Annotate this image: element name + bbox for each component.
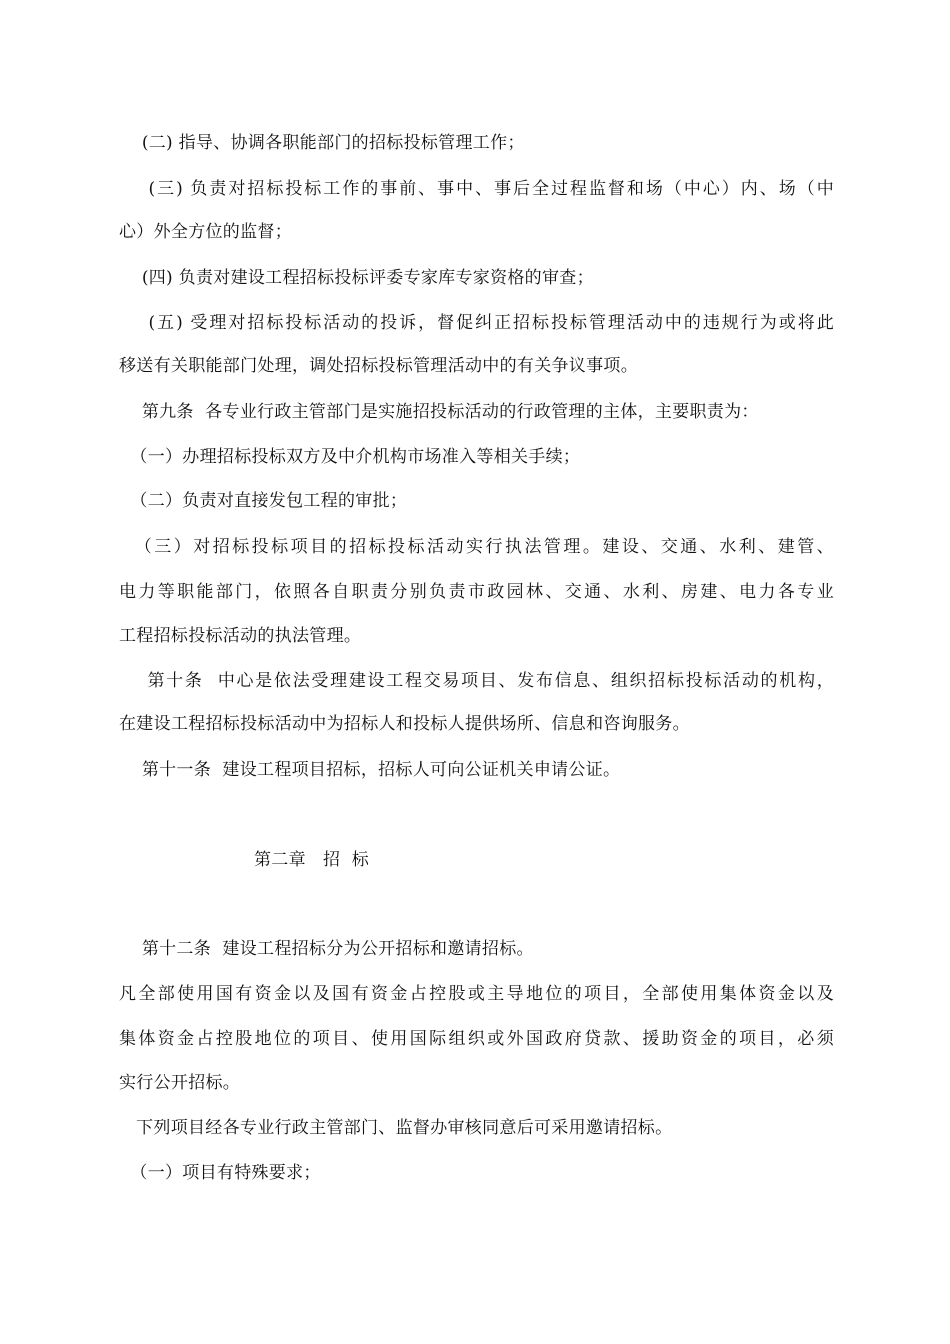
paragraph-line: 工程招标投标活动的执法管理。 <box>119 626 362 646</box>
paragraph-line: 心）外全方位的监督； <box>119 222 292 242</box>
list-item-line: （一）项目有特殊要求； <box>119 1163 321 1183</box>
article-9-line: 第九条 各专业行政主管部门是实施招投标活动的行政管理的主体，主要职责为： <box>119 402 759 422</box>
paragraph-line: 移送有关职能部门处理，调处招标投标管理活动中的有关争议事项。 <box>119 356 638 376</box>
paragraph-line: 下列项目经各专业行政主管部门、监督办审核同意后可采用邀请招标。 <box>119 1118 673 1138</box>
list-item-line: （三）对招标投标项目的招标投标活动实行执法管理。建设、交通、水利、建管、 <box>119 537 834 557</box>
paragraph-line: (三) 负责对招标投标工作的事前、事中、事后全过程监督和场（中心）内、场（中 <box>119 179 834 199</box>
paragraph-line: 电力等职能部门，依照各自职责分别负责市政园林、交通、水利、房建、电力各专业 <box>119 582 834 602</box>
list-item-line: （一）办理招标投标双方及中介机构市场准入等相关手续； <box>119 447 581 467</box>
paragraph-line: 集体资金占控股地位的项目、使用国际组织或外国政府贷款、援助资金的项目，必须 <box>119 1029 834 1049</box>
list-item-line: （二）负责对直接发包工程的审批； <box>119 491 408 511</box>
article-12-line: 第十二条 建设工程招标分为公开招标和邀请招标。 <box>119 939 534 959</box>
paragraph-line: (四) 负责对建设工程招标投标评委专家库专家资格的审查； <box>119 268 594 288</box>
chapter-heading: 第二章 招 标 <box>254 850 370 870</box>
article-11-line: 第十一条 建设工程项目招标，招标人可向公证机关申请公证。 <box>119 760 621 780</box>
paragraph-line: (二) 指导、协调各职能部门的招标投标管理工作； <box>119 133 525 153</box>
paragraph-line: 实行公开招标。 <box>119 1073 241 1093</box>
paragraph-line: (五) 受理对招标投标活动的投诉，督促纠正招标投标管理活动中的违规行为或将此 <box>119 313 834 333</box>
paragraph-line: 在建设工程招标投标活动中为招标人和投标人提供场所、信息和咨询服务。 <box>119 714 690 734</box>
article-10-line: 第十条 中心是依法受理建设工程交易项目、发布信息、组织招标投标活动的机构， <box>119 671 834 691</box>
paragraph-line: 凡全部使用国有资金以及国有资金占控股或主导地位的项目，全部使用集体资金以及 <box>119 984 834 1004</box>
